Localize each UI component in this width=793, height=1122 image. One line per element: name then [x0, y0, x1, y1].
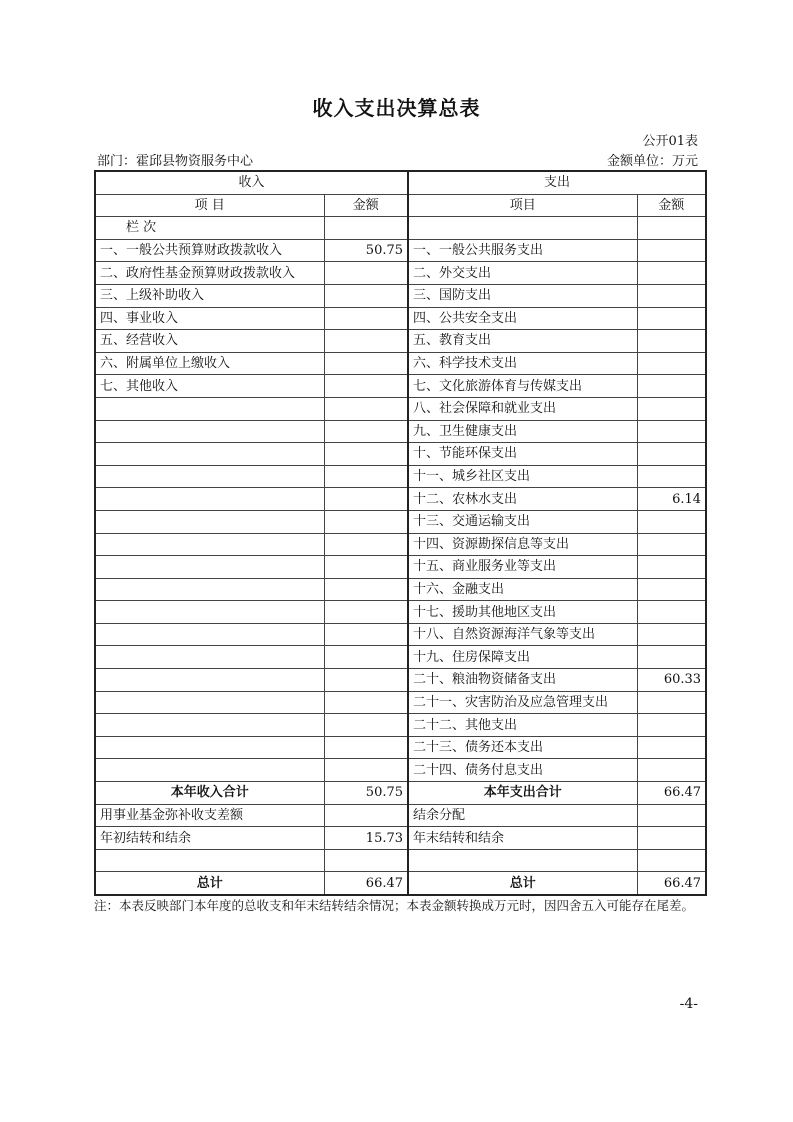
table-row	[95, 284, 706, 307]
expense-item-cell: 二十二、其他支出	[408, 714, 637, 737]
expense-amount-cell	[637, 691, 706, 714]
expense-amount-cell	[637, 284, 706, 307]
income-item-cell: 二、政府性基金预算财政拨款收入	[95, 262, 324, 285]
income-item-cell	[95, 601, 324, 624]
income-amount-cell: 66.47	[324, 872, 408, 895]
income-amount-cell	[324, 533, 408, 556]
expense-item-cell: 六、科学技术支出	[408, 352, 637, 375]
budget-table	[94, 170, 707, 896]
income-item-cell: 五、经营收入	[95, 330, 324, 353]
income-amount-cell: 50.75	[324, 782, 408, 805]
table-row	[95, 578, 706, 601]
income-item-cell: 三、上级补助收入	[95, 284, 324, 307]
expense-amount-cell	[637, 578, 706, 601]
expense-amount-cell	[637, 330, 706, 353]
income-amount-cell	[324, 307, 408, 330]
department-label: 部门：霍邱县物资服务中心	[97, 154, 254, 169]
income-item-cell	[95, 669, 324, 692]
income-item-cell	[95, 510, 324, 533]
sequence-cell	[324, 217, 408, 240]
expense-amount-cell: 66.47	[637, 782, 706, 805]
income-item-cell: 六、附属单位上缴收入	[95, 352, 324, 375]
expense-amount-header: 金额	[637, 194, 706, 217]
expense-amount-cell	[637, 262, 706, 285]
income-item-cell	[95, 849, 324, 872]
income-item-cell: 总计	[95, 872, 324, 895]
expense-item-cell: 八、社会保障和就业支出	[408, 397, 637, 420]
table-row	[95, 601, 706, 624]
income-group-header: 收入	[95, 171, 408, 194]
sequence-row	[95, 217, 706, 240]
income-amount-cell	[324, 759, 408, 782]
income-amount-cell	[324, 375, 408, 398]
table-row	[95, 669, 706, 692]
expense-amount-cell	[637, 601, 706, 624]
table-row	[95, 375, 706, 398]
table-row	[95, 533, 706, 556]
expense-item-cell: 十、节能环保支出	[408, 443, 637, 466]
expense-item-cell: 十九、住房保障支出	[408, 646, 637, 669]
expense-item-cell: 三、国防支出	[408, 284, 637, 307]
table-row	[95, 330, 706, 353]
expense-item-cell: 本年支出合计	[408, 782, 637, 805]
expense-item-cell: 十七、援助其他地区支出	[408, 601, 637, 624]
income-amount-cell	[324, 736, 408, 759]
income-item-cell: 七、其他收入	[95, 375, 324, 398]
group-header-row	[95, 171, 706, 194]
table-row	[95, 420, 706, 443]
income-amount-cell: 50.75	[324, 239, 408, 262]
expense-item-cell: 二十一、灾害防治及应急管理支出	[408, 691, 637, 714]
table-row	[95, 239, 706, 262]
income-amount-cell	[324, 443, 408, 466]
expense-amount-cell: 6.14	[637, 488, 706, 511]
income-item-cell	[95, 443, 324, 466]
table-row	[95, 804, 706, 827]
income-item-cell	[95, 691, 324, 714]
expense-amount-cell	[637, 759, 706, 782]
expense-item-cell: 十六、金融支出	[408, 578, 637, 601]
income-amount-cell	[324, 646, 408, 669]
expense-amount-cell	[637, 646, 706, 669]
income-item-cell: 年初结转和结余	[95, 827, 324, 850]
table-row	[95, 488, 706, 511]
page-number: -4-	[679, 996, 698, 1012]
expense-item-cell: 二十、粮油物资储备支出	[408, 669, 637, 692]
expense-item-cell: 结余分配	[408, 804, 637, 827]
table-row	[95, 623, 706, 646]
expense-amount-cell	[637, 307, 706, 330]
income-amount-cell	[324, 623, 408, 646]
income-amount-cell	[324, 465, 408, 488]
expense-amount-cell	[637, 714, 706, 737]
expense-item-cell: 十八、自然资源海洋气象等支出	[408, 623, 637, 646]
income-amount-cell	[324, 352, 408, 375]
expense-amount-cell	[637, 556, 706, 579]
table-code: 公开01表	[642, 134, 698, 149]
income-item-cell	[95, 488, 324, 511]
income-item-cell	[95, 465, 324, 488]
table-row	[95, 352, 706, 375]
expense-item-cell: 十三、交通运输支出	[408, 510, 637, 533]
income-item-cell	[95, 736, 324, 759]
sequence-cell	[408, 217, 637, 240]
expense-amount-cell	[637, 736, 706, 759]
expense-amount-cell	[637, 397, 706, 420]
expense-amount-cell	[637, 533, 706, 556]
income-amount-cell	[324, 849, 408, 872]
table-note: 注：本表反映部门本年度的总收支和年末结转结余情况；本表金额转换成万元时，因四舍五入可能存在尾差。	[94, 898, 695, 913]
expense-item-cell: 七、文化旅游体育与传媒支出	[408, 375, 637, 398]
income-item-cell	[95, 420, 324, 443]
table-row	[95, 691, 706, 714]
expense-item-cell: 十一、城乡社区支出	[408, 465, 637, 488]
expense-amount-cell	[637, 443, 706, 466]
table-row	[95, 443, 706, 466]
expense-amount-cell: 66.47	[637, 872, 706, 895]
table-row	[95, 262, 706, 285]
income-item-header: 项 目	[95, 194, 324, 217]
income-item-cell: 一、一般公共预算财政拨款收入	[95, 239, 324, 262]
income-amount-cell	[324, 420, 408, 443]
income-amount-cell	[324, 397, 408, 420]
table-row	[95, 646, 706, 669]
income-item-cell	[95, 759, 324, 782]
income-amount-cell	[324, 601, 408, 624]
subtotal-row	[95, 782, 706, 805]
expense-item-cell: 十五、商业服务业等支出	[408, 556, 637, 579]
expense-item-cell: 四、公共安全支出	[408, 307, 637, 330]
expense-item-cell: 年末结转和结余	[408, 827, 637, 850]
expense-item-cell: 总计	[408, 872, 637, 895]
income-amount-cell	[324, 669, 408, 692]
income-amount-cell	[324, 262, 408, 285]
table-row	[95, 556, 706, 579]
table-row	[95, 827, 706, 850]
table-row	[95, 714, 706, 737]
expense-amount-cell	[637, 849, 706, 872]
column-header-row	[95, 194, 706, 217]
expense-item-cell: 九、卫生健康支出	[408, 420, 637, 443]
sequence-label: 栏 次	[95, 217, 324, 240]
expense-group-header: 支出	[408, 171, 706, 194]
table-row	[95, 397, 706, 420]
income-amount-cell	[324, 488, 408, 511]
income-item-cell	[95, 556, 324, 579]
expense-amount-cell	[637, 623, 706, 646]
page-title: 收入支出决算总表	[312, 96, 481, 120]
expense-item-cell: 二、外交支出	[408, 262, 637, 285]
income-item-cell	[95, 714, 324, 737]
expense-amount-cell	[637, 804, 706, 827]
expense-amount-cell	[637, 352, 706, 375]
income-amount-cell	[324, 578, 408, 601]
expense-amount-cell	[637, 510, 706, 533]
unit-label: 金额单位：万元	[606, 154, 698, 169]
income-amount-cell	[324, 330, 408, 353]
table-row	[95, 759, 706, 782]
expense-amount-cell	[637, 375, 706, 398]
income-item-cell	[95, 533, 324, 556]
table-row	[95, 849, 706, 872]
expense-amount-cell	[637, 827, 706, 850]
income-item-cell	[95, 646, 324, 669]
income-item-cell	[95, 623, 324, 646]
expense-item-cell: 二十四、债务付息支出	[408, 759, 637, 782]
table-row	[95, 465, 706, 488]
expense-item-cell	[408, 849, 637, 872]
income-amount-cell	[324, 714, 408, 737]
expense-amount-cell	[637, 420, 706, 443]
income-item-cell: 用事业基金弥补收支差额	[95, 804, 324, 827]
table-row	[95, 736, 706, 759]
total-row	[95, 872, 706, 895]
expense-item-cell: 十二、农林水支出	[408, 488, 637, 511]
expense-item-cell: 五、教育支出	[408, 330, 637, 353]
income-amount-cell	[324, 804, 408, 827]
income-amount-cell	[324, 556, 408, 579]
income-amount-cell	[324, 691, 408, 714]
income-item-cell	[95, 578, 324, 601]
expense-item-cell: 二十三、债务还本支出	[408, 736, 637, 759]
income-amount-header: 金额	[324, 194, 408, 217]
expense-item-cell: 一、一般公共服务支出	[408, 239, 637, 262]
income-item-cell	[95, 397, 324, 420]
expense-amount-cell	[637, 465, 706, 488]
expense-item-cell: 十四、资源勘探信息等支出	[408, 533, 637, 556]
sequence-cell	[637, 217, 706, 240]
expense-item-header: 项目	[408, 194, 637, 217]
expense-amount-cell	[637, 239, 706, 262]
income-amount-cell	[324, 284, 408, 307]
income-item-cell: 四、事业收入	[95, 307, 324, 330]
table-row	[95, 510, 706, 533]
table-row	[95, 307, 706, 330]
income-amount-cell: 15.73	[324, 827, 408, 850]
income-amount-cell	[324, 510, 408, 533]
expense-amount-cell: 60.33	[637, 669, 706, 692]
income-item-cell: 本年收入合计	[95, 782, 324, 805]
